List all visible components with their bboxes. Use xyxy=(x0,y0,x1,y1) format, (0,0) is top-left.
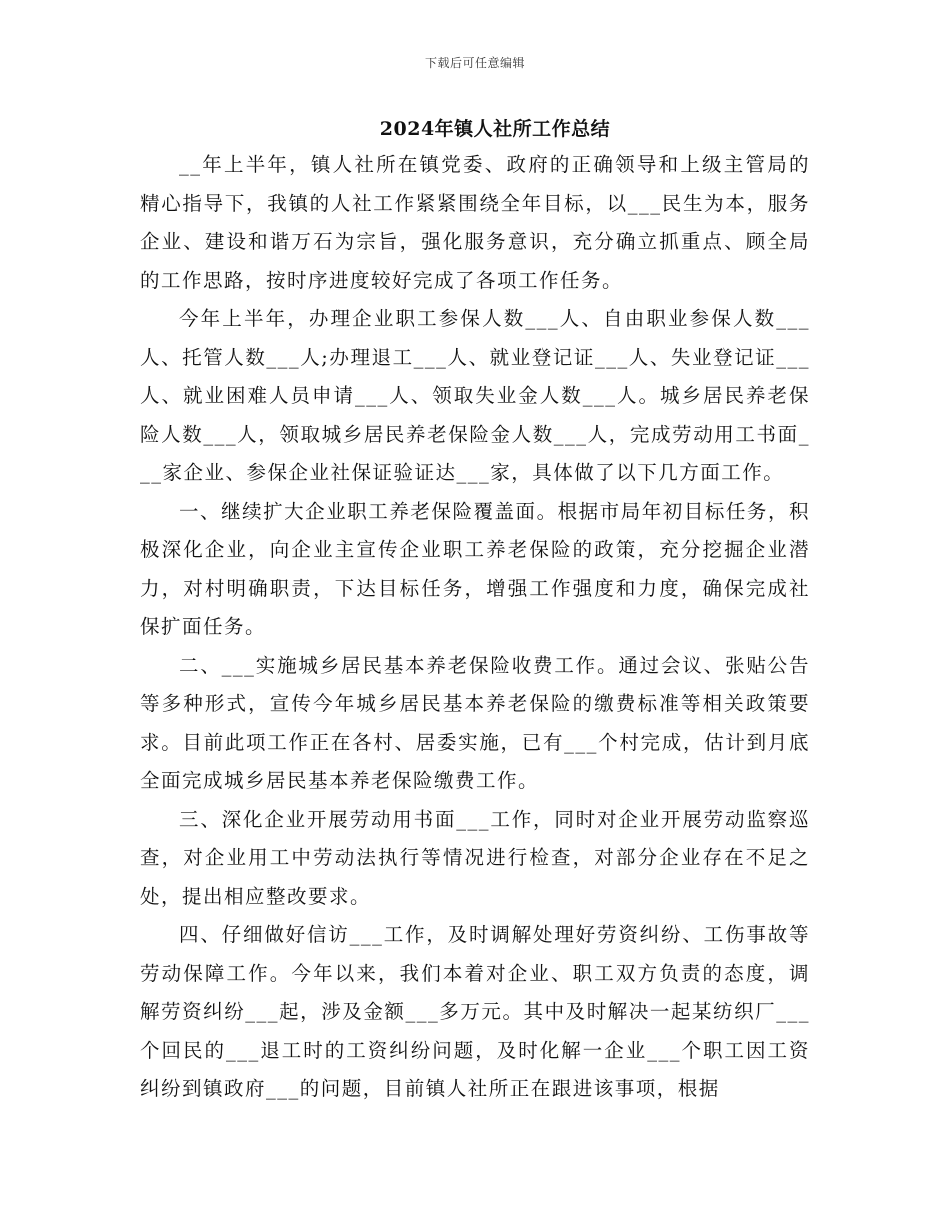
document-body xyxy=(140,146,810,1109)
paragraph-intro: __年上半年，镇人社所在镇党委、政府的正确领导和上级主管局的精心指导下，我镇的人社工作紧紧围绕全年目标，以___民生为本，服务企业、建设和谐万石为宗旨，强化服务意识，充分确立抓重点、顾全局的工作思路，按时序进度较好完成了各项工作任务。 xyxy=(140,153,810,292)
paragraph-section-4: 四、仔细做好信访___工作，及时调解处理好劳资纠纷、工伤事故等劳动保障工作。今年以来，我们本着对企业、职工双方负责的态度，调解劳资纠纷___起，涉及金额___多万元。其中及时解决一起某纺织厂___个回民的___退工时的工资纠纷问题，及时化解一企业___个职工因工资纠纷到镇政府___的问题，目前镇人社所正在跟进该事项，根据 xyxy=(140,923,810,1100)
document-title: 2024年镇人社所工作总结 xyxy=(379,118,611,140)
paragraph-section-2: 二、___实施城乡居民基本养老保险收费工作。通过会议、张贴公告等多种形式，宣传今年城乡居民基本养老保险的缴费标准等相关政策要求。目前此项工作正在各村、居委实施，已有___个村完成，估计到月底全面完成城乡居民基本养老保险缴费工作。 xyxy=(140,653,810,792)
header-note: 下载后可任意编辑 xyxy=(424,56,525,70)
paragraph-section-1: 一、继续扩大企业职工养老保险覆盖面。根据市局年初目标任务，积极深化企业，向企业主宣传企业职工养老保险的政策，充分挖掘企业潜力，对村明确职责，下达目标任务，增强工作强度和力度，确保完成社保扩面任务。 xyxy=(140,499,810,638)
paragraph-section-3: 三、深化企业开展劳动用书面___工作，同时对企业开展劳动监察巡查，对企业用工中劳动法执行等情况进行检查，对部分企业存在不足之处，提出相应整改要求。 xyxy=(140,807,810,908)
paragraph-statistics: 今年上半年，办理企业职工参保人数___人、自由职业参保人数___人、托管人数___人;办理退工___人、就业登记证___人、失业登记证___人、就业困难人员申请___人、领取失业金人数___人。城乡居民养老保险人数___人，领取城乡居民养老保险金人数___人，完成劳动用工书面___家企业、参保企业社保证验证达___家，具体做了以下几方面工作。 xyxy=(140,307,810,484)
